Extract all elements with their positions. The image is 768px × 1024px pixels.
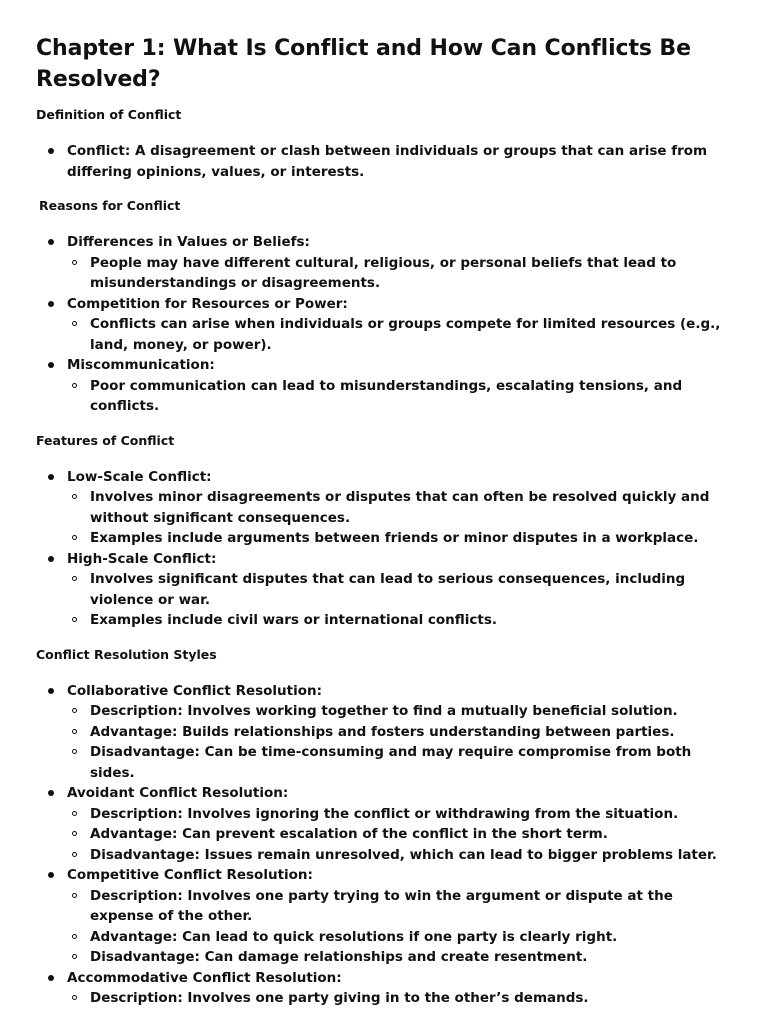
list-item (36, 681, 738, 784)
list-item-text: Avoidant Conflict Resolution: (67, 785, 289, 801)
list-item-text: High-Scale Conflict: (67, 550, 217, 567)
sub-list (67, 569, 738, 631)
list-item-text: Low-Scale Conflict: (67, 468, 212, 485)
bullet-icon (48, 872, 54, 878)
list-item (36, 968, 738, 1009)
sub-list-item-text: Description: Involves ignoring the conflict or withdrawing from the situation. (90, 805, 679, 822)
sub-list (67, 988, 738, 1009)
bullet-icon (48, 975, 54, 981)
circle-bullet-icon (72, 260, 77, 265)
sub-list-item (67, 569, 738, 610)
list-item-text: Accommodative Conflict Resolution: (67, 969, 342, 986)
sub-list-item-text: Examples include arguments between friends or minor disputes in a workplace. (90, 530, 699, 546)
sub-list-item (67, 528, 738, 549)
circle-bullet-icon (72, 852, 77, 857)
list-item (36, 467, 738, 549)
circle-bullet-icon (72, 831, 77, 836)
sub-list-item-text: Poor communication can lead to misunderstandings, escalating tensions, and conflicts. (90, 377, 683, 414)
sub-list-item (67, 947, 738, 968)
sub-list (67, 804, 738, 866)
sub-list-item-text: Advantage: Can lead to quick resolutions if one party is clearly right. (90, 928, 618, 945)
bullet-icon (48, 239, 54, 245)
circle-bullet-icon (72, 995, 77, 1000)
sub-list (67, 487, 738, 549)
section-heading-definition: Definition of Conflict (36, 107, 182, 122)
list-item (36, 549, 738, 631)
sub-list-item (67, 927, 738, 948)
circle-bullet-icon (72, 321, 77, 326)
list-item-text: Competition for Resources or Power: (67, 295, 348, 312)
circle-bullet-icon (72, 383, 77, 388)
bullet-icon (48, 688, 54, 694)
sub-list-item (67, 253, 738, 294)
list-item-text: Differences in Values or Beliefs: (67, 234, 310, 250)
list-item-text: Conflict: A disagreement or clash between individuals or groups that can arise from differing opinions, values, or interests. (67, 143, 708, 180)
bullet-icon (48, 474, 54, 480)
circle-bullet-icon (72, 576, 77, 581)
sub-list (67, 886, 738, 968)
definition-list (36, 141, 738, 182)
sub-list-item-text: Advantage: Can prevent escalation of the conflict in the short term. (90, 826, 608, 842)
section-heading-features: Features of Conflict (36, 432, 175, 448)
list-item (36, 294, 738, 356)
sub-list-item-text: Disadvantage: Issues remain unresolved, which can lead to bigger problems later. (90, 846, 717, 863)
list-item (36, 865, 738, 968)
sub-list-item (67, 886, 738, 927)
circle-bullet-icon (72, 811, 77, 816)
sub-list-item-text: Description: Involves working together to find a mutually beneficial solution. (90, 703, 678, 719)
bullet-icon (48, 556, 54, 562)
sub-list-item-text: Description: Involves one party trying to win the argument or dispute at the expense of the other. (90, 887, 673, 924)
circle-bullet-icon (72, 954, 77, 959)
sub-list-item-text: People may have different cultural, religious, or personal beliefs that lead to misunderstandings or disagreements. (90, 254, 677, 291)
sub-list-item-text: Involves significant disputes that can lead to serious consequences, including violence or war. (90, 571, 686, 608)
sub-list (67, 253, 738, 294)
sub-list-item-text: Involves minor disagreements or disputes that can often be resolved quickly and without significant consequences. (90, 489, 710, 526)
sub-list-item-text: Examples include civil wars or international conflicts. (90, 612, 498, 628)
list-item (36, 141, 738, 182)
sub-list-item-text: Disadvantage: Can be time-consuming and may require compromise from both sides. (90, 744, 692, 781)
sub-list-item (67, 376, 738, 417)
sub-list (67, 376, 738, 417)
bullet-icon (48, 790, 54, 796)
sub-list-item (67, 487, 738, 528)
circle-bullet-icon (72, 494, 77, 499)
circle-bullet-icon (72, 729, 77, 734)
sub-list-item (67, 988, 738, 1009)
circle-bullet-icon (72, 535, 77, 540)
bullet-icon (48, 148, 54, 154)
sub-list (67, 701, 738, 783)
sub-list-item-text: Conflicts can arise when individuals or groups compete for limited resources (e.g., land, money, or power). (90, 316, 721, 353)
list-item-text: Miscommunication: (67, 357, 215, 373)
reasons-list (36, 232, 738, 417)
sub-list-item (67, 314, 738, 355)
sub-list-item-text: Advantage: Builds relationships and fosters understanding between parties. (90, 723, 675, 740)
section-heading-resolution: Conflict Resolution Styles (36, 646, 217, 662)
list-item (36, 355, 738, 417)
list-item (36, 232, 738, 294)
page-title: Chapter 1: What Is Conflict and How Can Conflicts Be Resolved? (36, 36, 691, 92)
circle-bullet-icon (72, 893, 77, 898)
list-item-text: Competitive Conflict Resolution: (67, 867, 313, 883)
bullet-icon (48, 301, 54, 307)
list-item-text: Collaborative Conflict Resolution: (67, 682, 323, 699)
sub-list (67, 314, 738, 355)
circle-bullet-icon (72, 617, 77, 622)
sub-list-item (67, 722, 738, 743)
sub-list-item (67, 845, 738, 866)
bullet-icon (48, 362, 54, 368)
sub-list-item (67, 742, 738, 783)
sub-list-item (67, 804, 738, 825)
circle-bullet-icon (72, 934, 77, 939)
sub-list-item (67, 824, 738, 845)
sub-list-item-text: Disadvantage: Can damage relationships and create resentment. (90, 949, 588, 965)
circle-bullet-icon (72, 708, 77, 713)
features-list (36, 467, 738, 631)
sub-list-item-text: Description: Involves one party giving in to the other’s demands. (90, 990, 589, 1006)
sub-list-item (67, 610, 738, 631)
circle-bullet-icon (72, 749, 77, 754)
sub-list-item (67, 701, 738, 722)
section-heading-reasons: Reasons for Conflict (39, 198, 181, 213)
resolution-list (36, 681, 738, 1009)
list-item (36, 783, 738, 865)
